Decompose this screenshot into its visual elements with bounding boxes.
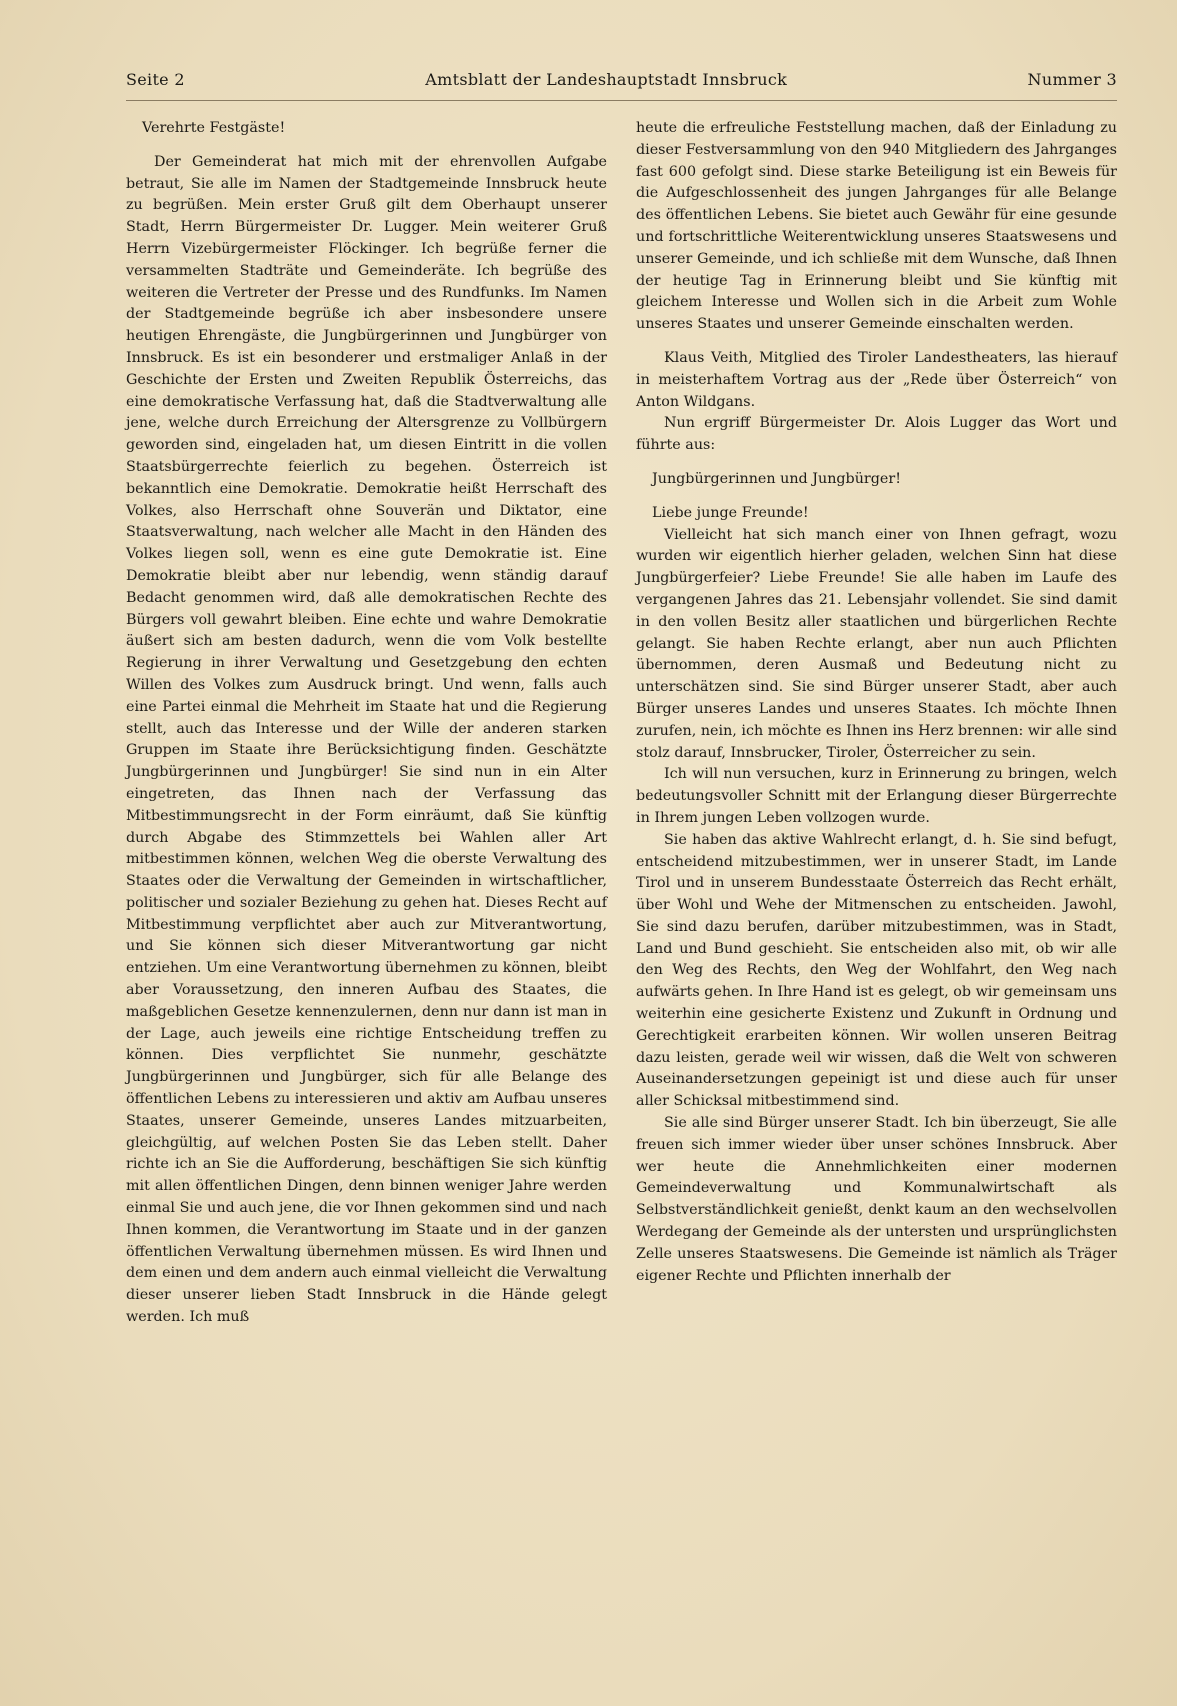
paragraph: Sie haben das aktive Wahlrecht erlangt, d. h. Sie sind befugt, entscheidend mitzubestimmen, wer in unserer Stadt, im Lande Tirol und in unserem Bundesstaate Österreich das Recht erhält, über Wohl und Wehe der Mitmenschen zu entscheiden. Jawohl, Sie sind dazu berufen, darüber mitzubestimmen, was in Stadt, Land und Bund geschieht. Sie entscheiden also mit, ob wir alle den Weg des Rechts, den Weg der Wohlfahrt, den Weg nach aufwärts gehen. In Ihre Hand ist es gelegt, ob wir gemeinsam uns weiterhin eine gesicherte Existenz und Zukunft in Ordnung und Gerechtigkeit erarbeiten können. Wir wollen unseren Beitrag dazu leisten, gerade weil wir wissen, daß die Welt von schweren Auseinandersetzungen gepeinigt ist und diese auch für unser aller Schicksal mitbestimmend sind.: [636, 831, 1117, 1110]
paragraph: Nun ergriff Bürgermeister Dr. Alois Lugger das Wort und führte aus:: [636, 415, 1117, 454]
page-header: [126, 70, 1117, 92]
issue-number: Nummer 3: [1027, 70, 1117, 89]
salutation: Verehrte Festgäste!: [142, 120, 286, 136]
left-column: [126, 118, 607, 1329]
paragraph: heute die erfreuliche Feststellung machen, daß der Einladung zu dieser Festversammlung von den 940 Mitgliedern des Jahrganges fast 600 gefolgt sind. Diese starke Beteiligung ist ein Beweis für die Aufgeschlossenheit des jungen Jahrganges für alle Belange des öffentlichen Lebens. Sie bietet auch Gewähr für eine gesunde und fortschrittliche Weiterentwicklung unseres Staatswesens und unserer Gemeinde, und ich schließe mit dem Wunsche, daß Ihnen der heutige Tag in Erinnerung bleibt und Sie künftig mit gleichem Interesse und Wollen sich in die Arbeit zum Wohle unseres Staates und unserer Gemeinde einschalten werden.: [636, 120, 1117, 333]
salutation: Jungbürgerinnen und Jungbürger!: [652, 470, 901, 487]
paragraph: Sie alle sind Bürger unserer Stadt. Ich bin überzeugt, Sie alle freuen sich immer wieder über unser schönes Innsbruck. Aber wer heute die Annehmlichkeiten einer modernen Gemeindeverwaltung und Kommunalwirtschaft als Selbstverständlichkeit genießt, denkt kaum an den wechselvollen Werdegang der Gemeinde als der untersten und ursprünglichsten Zelle unseres Staatswesens. Die Gemeinde ist nämlich als Träger eigener Rechte und Pflichten innerhalb der: [636, 1115, 1117, 1284]
paragraph: Klaus Veith, Mitglied des Tiroler Landestheaters, las hierauf in meisterhaftem Vortrag aus der „Rede über Österreich“ von Anton Wildgans.: [636, 349, 1117, 410]
header-rule: [126, 100, 1117, 101]
page-number: Seite 2: [126, 70, 185, 89]
paragraph: Der Gemeinderat hat mich mit der ehrenvollen Aufgabe betraut, Sie alle im Namen der Stadtgemeinde Innsbruck heute zu begrüßen. Mein erster Gruß gilt dem Oberhaupt unserer Stadt, Herrn Bürgermeister Dr. Lugger. Mein weiterer Gruß Herrn Vizebürgermeister Flöckinger. Ich begrüße ferner die versammelten Stadträte und Gemeinderäte. Ich begrüße des weiteren die Vertreter der Presse und des Rundfunks. Im Namen der Stadtgemeinde begrüße ich aber insbesondere unsere heutigen Ehrengäste, die Jungbürgerinnen und Jungbürger von Innsbruck. Es ist ein besonderer und erstmaliger Anlaß in der Geschichte der Ersten und Zweiten Republik Österreichs, das eine demokratische Verfassung hat, daß die Stadtverwaltung alle jene, welche durch Erreichung der Altersgrenze zu Vollbürgern geworden sind, eingeladen hat, um diesen Eintritt in die vollen Staatsbürgerrechte feierlich zu begehen. Österreich ist bekanntlich eine Demokratie. Demokratie heißt Herrschaft des Volkes, also Herrschaft ohne Souverän und Diktator, eine Staatsverwaltung, nach welcher alle Macht in den Händen des Volkes liegen soll, wenn es eine gute Demokratie ist. Eine Demokratie bleibt aber nur lebendig, wenn ständig darauf Bedacht genommen wird, daß alle demokratischen Rechte des Bürgers voll gewahrt bleiben. Eine echte und wahre Demokratie äußert sich am besten dadurch, wenn die vom Volk bestellte Regierung in ihrer Verwaltung und Gesetzgebung den echten Willen des Volkes zum Ausdruck bringt. Und wenn, falls auch eine Partei einmal die Mehrheit im Staate hat und die Regierung stellt, auch das Interesse und der Wille der anderen starken Gruppen im Staate ihre Berücksichtigung finden. Geschätzte Jungbürgerinnen und Jungbürger! Sie sind nun in ein Alter eingetreten, das Ihnen nach der Verfassung das Mitbestimmungsrecht in der Form einräumt, daß Sie künftig durch Abgabe des Stimmzettels bei Wahlen aller Art mitbestimmen können, welchen Weg die oberste Verwaltung des Staates oder die Verwaltung der Gemeinden in wirtschaftlicher, politischer und sozialer Beziehung zu gehen hat. Dieses Recht auf Mitbestimmung verpflichtet aber auch zur Mitverantwortung, und Sie können sich dieser Mitverantwortung gar nicht entziehen. Um eine Verantwortung übernehmen zu können, bleibt aber Voraussetzung, den inneren Aufbau des Staates, die maßgeblichen Gesetze kennenzulernen, denn nur dann ist man in der Lage, auch jeweils eine richtige Entscheidung treffen zu können. Dies verpflichtet Sie nunmehr, geschätzte Jungbürgerinnen und Jungbürger, sich für alle Belange des öffentlichen Lebens zu interessieren und aktiv am Aufbau unseres Staates, unserer Gemeinde, unseres Landes mitzuarbeiten, gleichgültig, auf welchen Posten Sie das Leben stellt. Daher richte ich an Sie die Aufforderung, beschäftigen Sie sich künftig mit allen öffentlichen Dingen, denn binnen weniger Jahre werden einmal Sie und auch jene, die vor Ihnen gekommen sind und nach Ihnen kommen, die Verantwortung im Staate und in der ganzen öffentlichen Verwaltung übernehmen müssen. Es wird Ihnen und dem einen und dem andern auch einmal vielleicht die Verwaltung dieser unserer lieben Stadt Innsbruck in die Hände gelegt werden. Ich muß: [126, 153, 607, 1326]
paragraph: Ich will nun versuchen, kurz in Erinnerung zu bringen, welch bedeutungsvoller Schnitt mit der Erlangung dieser Bürgerrechte in Ihrem jungen Leben vollzogen wurde.: [636, 766, 1117, 826]
salutation: Liebe junge Freunde!: [652, 504, 809, 521]
right-column: [636, 118, 1117, 1287]
publication-title: Amtsblatt der Landeshauptstadt Innsbruck: [425, 70, 788, 89]
paragraph: Vielleicht hat sich manch einer von Ihnen gefragt, wozu wurden wir eigentlich hierher geladen, welchen Sinn hat diese Jungbürgerfeier? Liebe Freunde! Sie alle haben im Laufe des vergangenen Jahres das 21. Lebensjahr vollendet. Sie sind damit in den vollen Besitz aller staatlichen und bürgerlichen Rechte gelangt. Sie haben Rechte erlangt, aber nun auch Pflichten übernommen, deren Ausmaß und Bedeutung nicht zu unterschätzen sind. Sie sind Bürger unserer Stadt, aber auch Bürger unseres Landes und unseres Staates. Ich möchte Ihnen zurufen, nein, ich möchte es Ihnen ins Herz brennen: wir alle sind stolz darauf, Innsbrucker, Tiroler, Österreicher zu sein.: [636, 526, 1117, 761]
